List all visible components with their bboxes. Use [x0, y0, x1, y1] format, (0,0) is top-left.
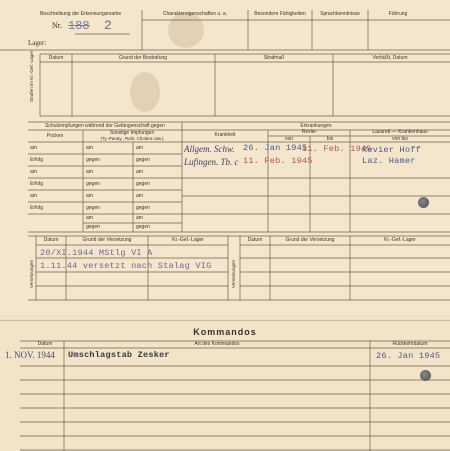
- versetzungen-col-datum: Datum: [43, 237, 59, 243]
- kommandos-col-datum: Datum: [37, 341, 53, 347]
- impf-cell: gegen: [86, 181, 100, 187]
- versetzungen-col-grund-2: Grund der Versetzung: [285, 237, 335, 243]
- strafen-side-label: Strafen im Kr.-Gef.-Lager: [29, 50, 34, 102]
- stain-mark: [168, 12, 204, 48]
- impf-cell: am: [86, 145, 93, 151]
- fuehrung-label: Führung: [388, 11, 408, 17]
- nr-value-struck: 188: [68, 19, 90, 33]
- impf-cell: Erfolg: [30, 157, 44, 163]
- nr-label: Nr.: [52, 21, 62, 30]
- punch-hole: [418, 197, 429, 208]
- illness-date-from-1: 26. Jan 1945: [243, 143, 308, 153]
- impf-cell: am: [30, 193, 37, 199]
- impfungen-title: Schutzimpfungen während der Gefangenschaft gegen: [45, 123, 165, 129]
- illness-place-1: Revier Hoff: [362, 145, 421, 155]
- impfungen-col-sonstige-sub: (Ty.-Paraty., Ruhr, Cholera usw.): [100, 136, 164, 141]
- impf-cell: gegen: [86, 224, 100, 230]
- erkrankungen-col-krankheit: Krankheit: [214, 132, 236, 138]
- impf-cell: am: [86, 169, 93, 175]
- charakter-label: Charaktereigenschaften u. a.: [162, 11, 228, 17]
- stain-mark: [130, 72, 160, 112]
- illness-entry-2: Lufingen. Tb. c: [184, 157, 239, 167]
- nr-value: 2: [104, 18, 112, 33]
- erkrankungen-col-von: von: [284, 136, 294, 142]
- versetzungen-col-grund: Grund der Versetzung: [82, 237, 132, 243]
- transfer-entry-1: 20/XI.1944 MStlg VI A: [40, 248, 153, 258]
- impf-cell: gegen: [136, 181, 150, 187]
- erkrankungen-col-lazarett: Lazarett — Krankenhaus: [372, 129, 428, 135]
- impf-cell: am: [86, 215, 93, 221]
- impf-cell: gegen: [136, 205, 150, 211]
- impf-cell: gegen: [86, 157, 100, 163]
- kommandos-col-art: Art des Kommandos: [194, 341, 240, 347]
- versetzungen-col-lager: Kr.-Gef.-Lager: [172, 237, 204, 243]
- impf-cell: am: [136, 193, 143, 199]
- kommandos-card: [0, 320, 450, 451]
- kommandos-title: Kommandos: [193, 327, 257, 337]
- impf-cell: am: [30, 169, 37, 175]
- illness-date-to-1: 11. Feb. 1945: [302, 144, 372, 154]
- impf-cell: Erfolg: [30, 181, 44, 187]
- impf-cell: gegen: [86, 205, 100, 211]
- illness-place-2: Laz. Hamer: [362, 156, 416, 166]
- sprachkenntnisse-label: Sprachkenntnisse: [320, 11, 360, 17]
- versetzungen-col-datum-2: Datum: [247, 237, 263, 243]
- versetzungen-side-label: Versetzungen: [29, 259, 34, 288]
- erkennungsmarke-label: Beschreibung der Erkennungsmarke: [40, 11, 122, 17]
- strafen-col-datum: Datum: [48, 55, 64, 61]
- impfungen-col-sonstige: Sonstige Impfungen: [109, 130, 155, 136]
- strafen-col-grund: Grund der Bestrafung: [118, 55, 168, 61]
- erkrankungen-col-bis: bis: [326, 136, 334, 142]
- lager-label: Lager:: [28, 39, 47, 47]
- kommando-rueckkehr: 26. Jan 1945: [376, 351, 441, 361]
- illness-entry-1: Allgem. Schw.: [184, 144, 235, 154]
- impf-cell: am: [136, 169, 143, 175]
- versetzungen-side-label-2: Versetzungen: [231, 259, 236, 288]
- impf-cell: am: [136, 215, 143, 221]
- erkrankungen-col-lazarett-sub: von bis: [392, 136, 408, 142]
- kommandos-col-rueckkehr: Rückkehrdatum: [392, 341, 428, 347]
- transfer-entry-2: 1.11.44 versetzt nach Stalag VIG: [40, 261, 212, 271]
- kommando-datum: 1. NOV. 1944: [5, 350, 55, 360]
- kommando-art: Umschlagstab Zesker: [68, 350, 170, 360]
- impf-cell: Erfolg: [30, 205, 44, 211]
- punch-hole: [420, 370, 431, 381]
- erkrankungen-col-revier: Revier: [301, 129, 317, 135]
- strafen-col-strafmass: Strafmaß: [263, 55, 285, 61]
- faehigkeiten-label: Besondere Fähigkeiten: [254, 11, 306, 17]
- impf-cell: gegen: [136, 224, 150, 230]
- erkrankungen-title: Erkrankungen: [300, 123, 332, 129]
- impf-cell: am: [30, 145, 37, 151]
- impf-cell: gegen: [136, 157, 150, 163]
- impfungen-col-pocken: Pocken: [46, 133, 64, 139]
- strafen-col-verbuesst: Verbüßt, Datum: [372, 55, 408, 61]
- versetzungen-col-lager-2: Kr.-Gef.-Lager: [384, 237, 416, 243]
- impf-cell: am: [86, 193, 93, 199]
- illness-date-from-2: 11. Feb. 1945: [243, 156, 313, 166]
- impf-cell: am: [136, 145, 143, 151]
